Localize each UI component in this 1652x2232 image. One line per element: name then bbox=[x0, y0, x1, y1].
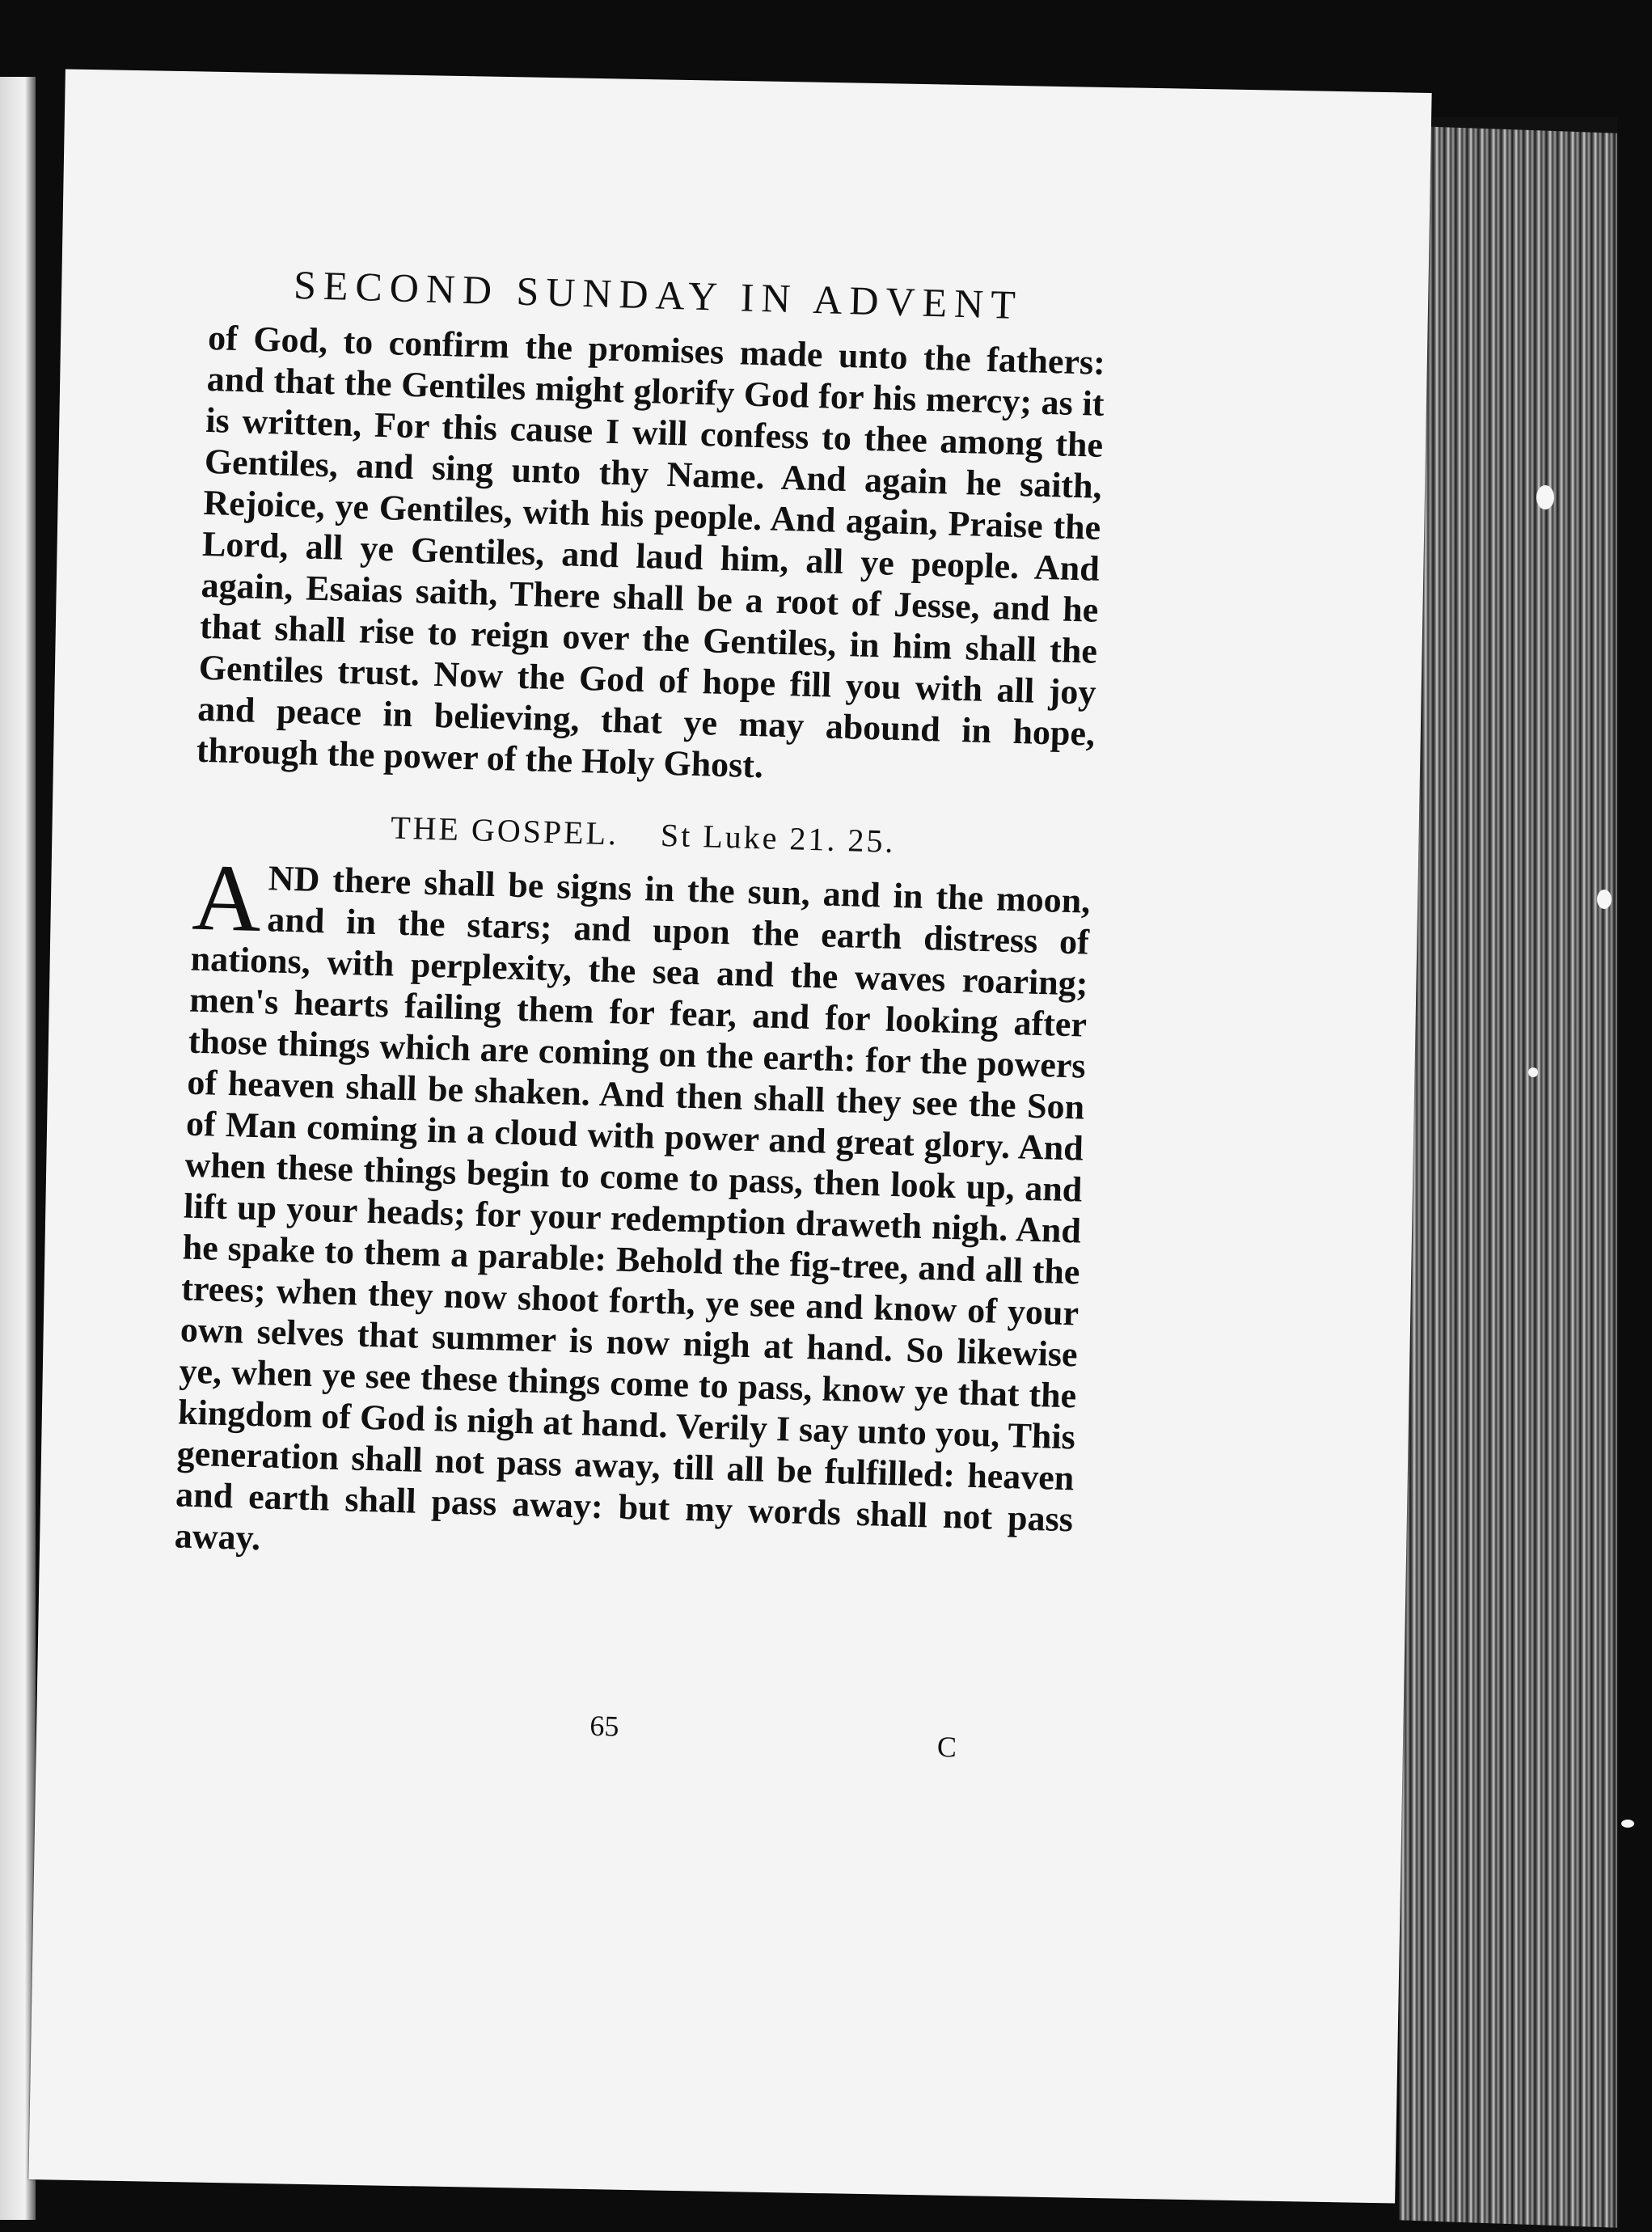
dust-speck bbox=[1597, 890, 1612, 909]
page-number: 65 bbox=[589, 1709, 620, 1743]
drop-cap: A bbox=[191, 843, 263, 953]
gospel-title: THE GOSPEL. bbox=[390, 809, 619, 852]
gospel-text-paragraph bbox=[174, 843, 1091, 1582]
gospel-text: ND there shall be signs in the sun, and in the moon, and in the stars; and upon the earth distress of nations, with perplexity, the sea and the waves roaring; men's hearts failing them for fear, and for looking after those things which are coming on the earth: for the powers of heaven shall be shaken. And then shall they see the Son of Man coming in a cloud with power and great glory. And when these things begin to come to pass, then look up, and lift up your heads; for your redemption draweth nigh. And he spake to them a parable: Behold the fig-tree, and all the trees; when they now shoot forth, ye see and know of your own selves that summer is now nigh at hand. So likewise ye, when ye see these things come to pass, know ye that the kingdom of God is nigh at hand. Verily I say unto you, This generation shall not pass away, till all be fulfilled: heaven and earth shall pass away: but my words shall not pass away. bbox=[174, 858, 1091, 1558]
facing-page-edge bbox=[0, 77, 36, 2220]
dust-speck bbox=[1536, 485, 1554, 509]
running-head: SECOND SUNDAY IN ADVENT bbox=[293, 261, 1024, 328]
dust-speck bbox=[1621, 1820, 1634, 1828]
dust-speck bbox=[1528, 1067, 1538, 1077]
epistle-continuation: of God, to confirm the promises made unto the fathers: and that the Gentiles might glorify God for his mercy; as it is written, For this cause I will confess to thee among the Gentiles, and sing unto thy Name. And again he saith, Rejoice, ye Gentiles, with his people. And again, Praise the Lord, all ye Gentiles, and laud him, all ye people. And again, Esaias saith, There shall be a root of Jesse, and he that shall rise to reign over the Gentiles, in him shall the Gentiles trust. Now the God of hope fill you with all joy and peace in believing, that ye may abound in hope, through the power of the Holy Ghost. bbox=[196, 317, 1106, 786]
signature-mark: C bbox=[936, 1730, 957, 1764]
gospel-reference: St Luke 21. 25. bbox=[660, 816, 897, 860]
gospel-heading bbox=[194, 803, 1092, 866]
book-fore-edge bbox=[1399, 125, 1617, 2227]
page-text bbox=[174, 259, 1107, 1581]
